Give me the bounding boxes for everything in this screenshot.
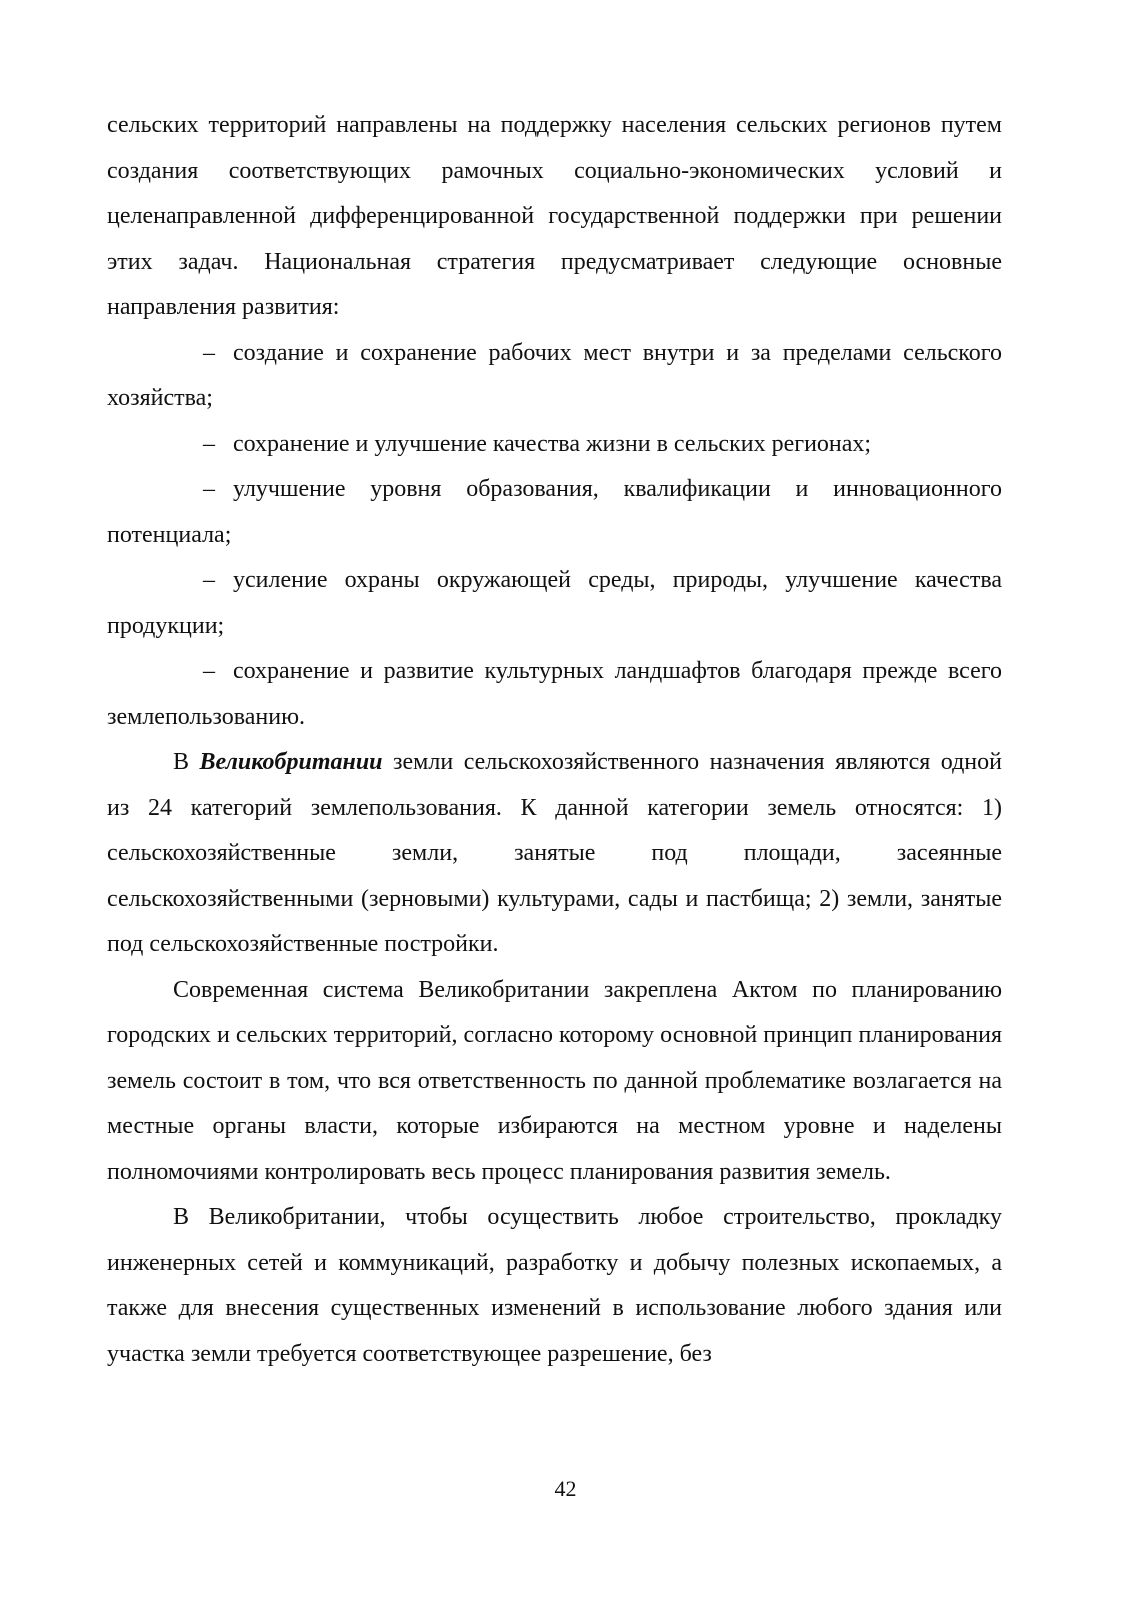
page-number: 42 [554,1476,577,1501]
uk-paragraph-prefix: В [173,749,200,775]
list-item [107,467,1002,558]
uk-emphasis: Великобритании [199,749,383,775]
dash-marker: – [203,339,215,366]
list-item-text: создание и сохранение рабочих мест внутри и за пределами сельского хозяйства; [107,339,1002,411]
list-item-text: сохранение и развитие культурных ландшафтов благодаря прежде всего землепользованию. [107,658,1002,730]
uk-paragraph [107,740,1002,968]
list-item [107,649,1002,740]
list-item [107,422,1002,468]
list-item [107,331,1002,422]
list-item-text: улучшение уровня образования, квалификации и инновационного потенциала; [107,476,1002,548]
list-item-text: сохранение и улучшение качества жизни в сельских регионах; [233,430,872,457]
uk-paragraph-text: земли сельскохозяйственного назначения являются одной из 24 категорий землепользования. К данной категории земель относятся: 1) сельскохозяйственные земли, занятые под площади, засеянные сельскохозяйственными (зерновыми) культурами, сады и пастбища; 2) земли, занятые под сельскохозяйственные постройки. [107,749,1002,957]
construction-paragraph: В Великобритании, чтобы осуществить любое строительство, прокладку инженерных сетей и коммуникаций, разработку и добычу полезных ископаемых, а также для внесения существенных изменений в использование любого здания или участка земли требуется соответствующее разрешение, без [107,1204,1002,1367]
opening-paragraph: сельских территорий направлены на поддержку населения сельских регионов путем создания соответствующих рамочных социально-экономических условий и целенаправленной дифференцированной государственной поддержки при решении этих задач. Национальная стратегия предусматривает следующие основные направления развития: [107,112,1002,320]
dash-marker: – [203,430,215,457]
dash-marker: – [203,658,215,684]
system-paragraph: Современная система Великобритании закреплена Актом по планированию городских и сельских территорий, согласно которому основной принцип планирования земель состоит в том, что вся ответственность по данной проблематике возлагается на местные органы власти, которые избираются на местном уровне и наделены полномочиями контролировать весь процесс планирования развития земель. [107,976,1002,1185]
dash-marker: – [203,567,215,593]
dash-marker: – [203,476,215,502]
list-item-text: усиление охраны окружающей среды, природы, улучшение качества продукции; [107,567,1002,639]
list-item [107,558,1002,649]
document-page [107,103,1002,1377]
